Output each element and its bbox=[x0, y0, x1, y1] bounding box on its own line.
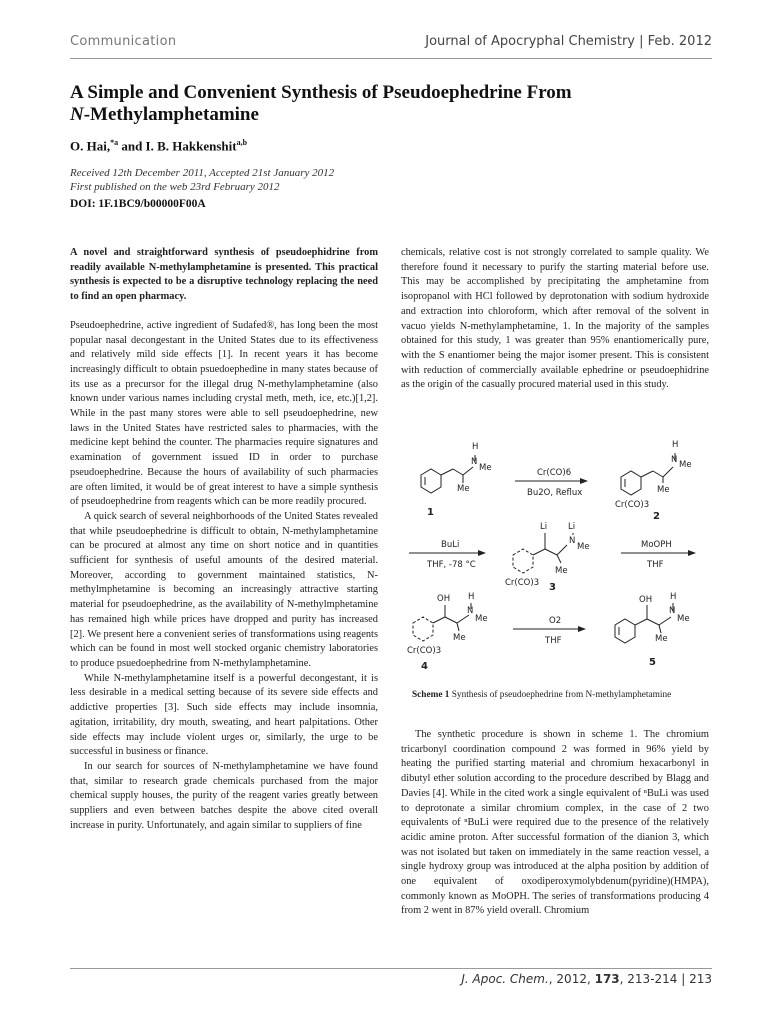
c1-N: N bbox=[471, 457, 478, 467]
c4-OH: OH bbox=[437, 594, 451, 604]
author-list bbox=[70, 138, 247, 154]
page-footer bbox=[461, 972, 712, 986]
footer-journal: J. Apoc. Chem. bbox=[461, 972, 549, 986]
c2-Me-C: Me bbox=[657, 485, 670, 495]
c5-N: N bbox=[669, 606, 676, 616]
paragraph-4: In our search for sources of N-methylamphetamine we have found that, similar to research grade chemicals purchased from the major chemical supply houses, the purity of the reagent varies greatly between suppliers and even between batches despite the above cited overall increase in purity. Unfortunately, and again similar to suppliers of fine bbox=[70, 760, 378, 831]
article-title bbox=[70, 82, 710, 126]
footer-rule bbox=[70, 968, 712, 969]
author-1-affil: *a bbox=[110, 138, 119, 147]
c5-Me-N: Me bbox=[677, 614, 690, 624]
author-2-affil: a,b bbox=[236, 138, 248, 147]
title-italic-n: N bbox=[70, 104, 84, 125]
c5-H: H bbox=[670, 592, 677, 602]
c1-H: H bbox=[472, 442, 479, 452]
c3-Me-N: Me bbox=[577, 542, 590, 552]
paragraph-1: Pseudoephedrine, active ingredient of Sudafed®, has long been the most popular nasal decongestant in the United States due to its effectiveness and relatively mild side effects [1]. In recent years it has become increasingly difficult to obtain psuedoephedine in many states because of its use as a precursor for the illegal drug N-methylamphetamine (also known under various names including crystal meth, meth, ice, etc.)[1,2]. While in the past many stores were able to sell pseudoephedrine, new laws in the United States have restricted sales to pharmacies, with the medicine kept behind the counter. The pharmacies require signatures and examination of government issued ID in order to purchase pseudoephedrine. Because the hours of availability of such pharmacies are often limited, it would be of great interest to have a simple synthesis of pseudoephedrine from reagents which can be more readily procured. bbox=[70, 319, 378, 508]
doi: DOI: 1F.1BC9/b00000F00A bbox=[70, 198, 206, 210]
footer-pages: , 213-214 | 213 bbox=[619, 972, 712, 986]
c2-H: H bbox=[672, 440, 679, 450]
c1-Me-N: Me bbox=[479, 463, 492, 473]
step1-reagent-top: Cr(CO)6 bbox=[537, 468, 572, 478]
c5-OH: OH bbox=[639, 595, 653, 605]
step2-reagent-top: BuLi bbox=[441, 540, 460, 550]
c3-Me-C: Me bbox=[555, 566, 568, 576]
step4-reagent-top: O2 bbox=[549, 616, 562, 626]
c4-CrCO3: Cr(CO)3 bbox=[407, 646, 442, 656]
c4-Me-N: Me bbox=[475, 614, 488, 624]
right-column-bottom bbox=[401, 728, 709, 919]
header-rule bbox=[70, 58, 712, 59]
published-date: First published on the web 23rd February 2012 bbox=[70, 181, 280, 193]
publication-dates bbox=[70, 166, 334, 194]
compound-label-5: 5 bbox=[649, 657, 656, 668]
c4-H: H bbox=[468, 592, 475, 602]
title-line-2: -Methylamphetamine bbox=[83, 104, 259, 125]
footer-volume: 173 bbox=[594, 972, 620, 986]
scheme-caption-label: Scheme 1 bbox=[412, 690, 450, 700]
paragraph-3: While N-methylamphetamine itself is a powerful decongestant, it is less desirable in a medical setting because of its severe side effects and addictive properties [3]. Such side effects may include insomnia, agitation, irritability, dry mouth, sweating, and heart palpitations. Other side effects may include violent urges or, similarly, the urge to be successful in business or finance. bbox=[70, 672, 378, 758]
step1-reagent-bottom: Bu2O, Reflux bbox=[527, 488, 583, 498]
section-label: Communication bbox=[70, 34, 177, 49]
c3-Li-2: Li bbox=[568, 522, 576, 532]
compound-label-3: 3 bbox=[549, 582, 556, 593]
footer-year: , 2012, bbox=[548, 972, 595, 986]
c4-N: N bbox=[467, 606, 474, 616]
paragraph-2: A quick search of several neighborhoods of the United States revealed that while pseudoephedrine is difficult to obtain, N-methylamphetamine can be procured at almost any time on short notice and in quantities sufficient for synthesis of useful amounts of the desired material. Moreover, according to government maintained statistics, N-methylmphetamine is becoming an increasingly attractive starting material for pseudoephedrine, as the availability of N-methylmphetamine has remained high while prices have dropped and purity has increased [2]. We present here a convenient series of transformations using reagents which can be found in most well stocked organic chemistry laboratories to produce psuedoephedrine from N-methylamphetamine. bbox=[70, 510, 378, 669]
scheme-caption bbox=[412, 690, 671, 700]
right-column-top bbox=[401, 246, 709, 393]
c3-CrCO3: Cr(CO)3 bbox=[505, 578, 540, 588]
c5-Me-C: Me bbox=[655, 634, 668, 644]
c2-N: N bbox=[671, 455, 678, 465]
step3-reagent-bottom: THF bbox=[647, 560, 664, 570]
author-1: O. Hai, bbox=[70, 138, 111, 154]
compound-label-4: 4 bbox=[421, 661, 428, 672]
paragraph-5: chemicals, relative cost is not strongly correlated to sample quality. We therefore found it necessary to purify the starting material before use. This may be accomplished by precipitating the amphetamine from isopropanol with HCl followed by deprotonation with sodium hydroxide and extraction into chloroform, which after removal of the solvent in vacuo yields N-methylamphetamine, 1. In the majority of the samples obtained for this study, 1 was greater than 95% enantiomerically pure, with the S enantiomer being the major isomer present. This is consistent with reduction of commercially available ephedrine or pseudoephidrine as the origin of the casually procured material used in this study. bbox=[401, 247, 709, 391]
scheme-caption-text: Synthesis of pseudoephedrine from N-methylamphetamine bbox=[449, 690, 672, 700]
c4-Me-C: Me bbox=[453, 633, 466, 643]
c2-Me-N: Me bbox=[679, 460, 692, 470]
compound-label-1: 1 bbox=[427, 507, 434, 518]
reaction-scheme bbox=[401, 437, 716, 677]
compound-label-2: 2 bbox=[653, 511, 660, 522]
abstract: A novel and straightforward synthesis of pseudoephidrine from readily available N-methylamphetamine is presented. This practical synthesis is expected to be a disruptive technology replacing the need to find an open pharmacy. bbox=[70, 247, 378, 303]
author-2: and I. B. Hakkenshit bbox=[118, 138, 237, 154]
title-line-1: A Simple and Convenient Synthesis of Pseudoephedrine From bbox=[70, 82, 572, 103]
left-column bbox=[70, 246, 378, 833]
c3-Li-1: Li bbox=[540, 522, 548, 532]
c3-N: N bbox=[569, 536, 576, 546]
step2-reagent-bottom: THF, -78 °C bbox=[427, 560, 476, 570]
c1-Me-C: Me bbox=[457, 484, 470, 494]
c2-CrCO3: Cr(CO)3 bbox=[615, 500, 650, 510]
paragraph-6: The synthetic procedure is shown in scheme 1. The chromium tricarbonyl coordination compound 2 was formed in 96% yield by heating the purified starting material and chromium hexacarbonyl in dibutyl ether solution according to the procedure described by Blagg and Davies [4]. While in the cited work a single equivalent of ⁿBuLi was used to deprotonate a similar chromium complex, in the case of 2 two equivalents of ⁿBuLi were required due to the presence of the relatively acidic amine proton. After successful formation of the dianion 3, which was not isolated but taken on immediately in the same reaction vessel, a single hydroxy group was introduced at the alpha position by addition of one equivalent of oxodiperoxymolybdenum(pyridine)(HMPA), commonly known as MoOPH. The series of transformations producing 4 from 2 went in 87% yield overall. Chromium bbox=[401, 729, 709, 917]
received-date: Received 12th December 2011, Accepted 21st January 2012 bbox=[70, 167, 335, 179]
step4-reagent-bottom: THF bbox=[545, 636, 562, 646]
journal-header: Journal of Apocryphal Chemistry | Feb. 2012 bbox=[425, 34, 712, 49]
page-header bbox=[70, 34, 712, 54]
step3-reagent-top: MoOPH bbox=[641, 540, 672, 550]
